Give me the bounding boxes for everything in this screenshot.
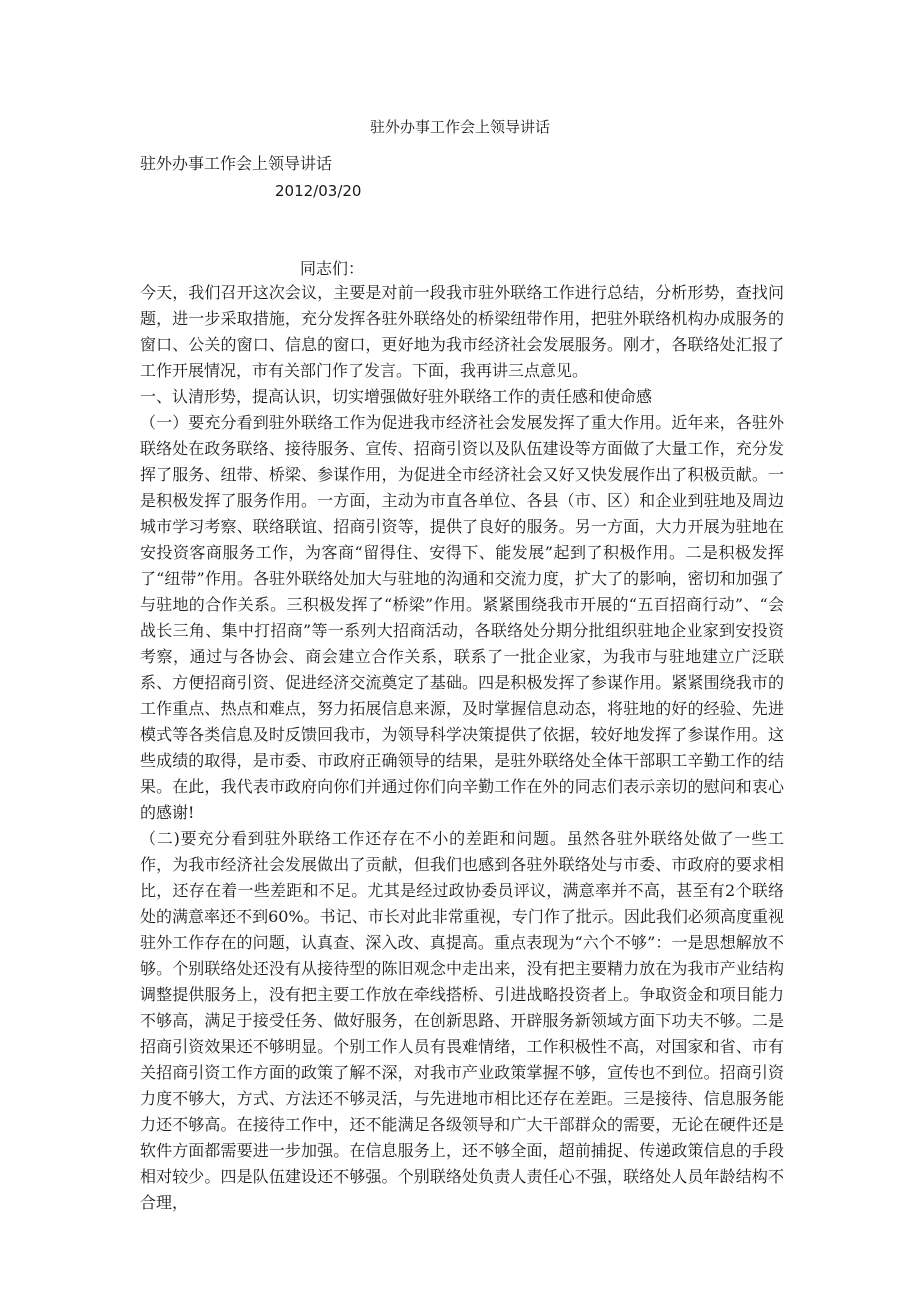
document-subtitle: 驻外办事工作会上领导讲话 — [140, 154, 333, 173]
document-title: 驻外办事工作会上领导讲话 — [369, 118, 550, 136]
paragraph-1: （一）要充分看到驻外联络工作为促进我市经济社会发展发挥了重大作用。近年来，各驻外联络处在政务联络、接待服务、宣传、招商引资以及队伍建设等方面做了大量工作，充分发挥了服务、纽带、桥梁、参谋作用，为促进全市经济社会又好又快发展作出了积极贡献。一是积极发挥了服务作用。一方面，主动为市直各单位、各县（市、区）和企业到驻地及周边城市学习考察、联络联谊、招商引资等，提供了良好的服务。另一方面，大力开展为驻地在安投资客商服务工作，为客商“留得住、安得下、能发展”起到了积极作用。二是积极发挥了“纽带”作用。各驻外联络处加大与驻地的沟通和交流力度，扩大了的影响，密切和加强了与驻地的合作关系。三积极发挥了“桥梁”作用。紧紧围绕我市开展的“五百招商行动”、“会战长三角、集中打招商”等一系列大招商活动，各联络处分期分批组织驻地企业家到安投资考察，通过与各协会、商会建立合作关系，联系了一批企业家，为我市与驻地建立广泛联系、方便招商引资、促进经济交流奠定了基础。四是积极发挥了参谋作用。紧紧围绕我市的工作重点、热点和难点，努力拓展信息来源，及时掌握信息动态，将驻地的好的经验、先进模式等各类信息及时反馈回我市，为领导科学决策提供了依据，较好地发挥了参谋作用。这些成绩的取得，是市委、市政府正确领导的结果，是驻外联络处全体干部职工辛勤工作的结果。在此，我代表市政府向你们并通过你们向辛勤工作在外的同志们表示亲切的慰问和衷心的感谢! — [140, 413, 784, 822]
salutation: 同志们： — [300, 259, 365, 278]
paragraph-intro: 今天，我们召开这次会议，主要是对前一段我市驻外联络工作进行总结，分析形势，查找问题，进一步采取措施，充分发挥各驻外联络处的桥梁纽带作用，把驻外联络机构办成服务的窗口、公关的窗口、信息的窗口，更好地为我市经济社会发展服务。刚才，各联络处汇报了工作开展情况，市有关部门作了发言。下面，我再讲三点意见。 — [140, 283, 784, 380]
document-date: 2012/03/20 — [275, 182, 362, 200]
section-heading-1: 一、认清形势，提高认识，切实增强做好驻外联络工作的责任感和使命感 — [140, 387, 653, 406]
paragraph-2: （二)要充分看到驻外联络工作还存在不小的差距和问题。虽然各驻外联络处做了一些工作，为我市经济社会发展做出了贡献，但我们也感到各驻外联络处与市委、市政府的要求相比，还存在着一些差距和不足。尤其是经过政协委员评议，满意率并不高，甚至有2个联络处的满意率还不到60%。书记、市长对此非常重视，专门作了批示。因此我们必须高度重视驻外工作存在的问题，认真查、深入改、真提高。重点表现为“六个不够”：一是思想解放不够。个别联络处还没有从接待型的陈旧观念中走出来，没有把主要精力放在为我市产业结构调整提供服务上，没有把主要工作放在牵线搭桥、引进战略投资者上。争取资金和项目能力不够高，满足于接受任务、做好服务，在创新思路、开辟服务新领域方面下功夫不够。二是招商引资效果还不够明显。个别工作人员有畏难情绪，工作积极性不高，对国家和省、市有关招商引资工作方面的政策了解不深，对我市产业政策掌握不够，宣传也不到位。招商引资力度不够大，方式、方法还不够灵活，与先进地市相比还存在差距。三是接待、信息服务能力还不够高。在接待工作中，还不能满足各级领导和广大干部群众的需要，无论在硬件还是软件方面都需要进一步加强。在信息服务上，还不够全面，超前捕捉、传递政策信息的手段相对较少。四是队伍建设还不够强。个别联络处负责人责任心不强，联络处人员年龄结构不合理， — [140, 829, 784, 1212]
document-body — [140, 280, 784, 1216]
